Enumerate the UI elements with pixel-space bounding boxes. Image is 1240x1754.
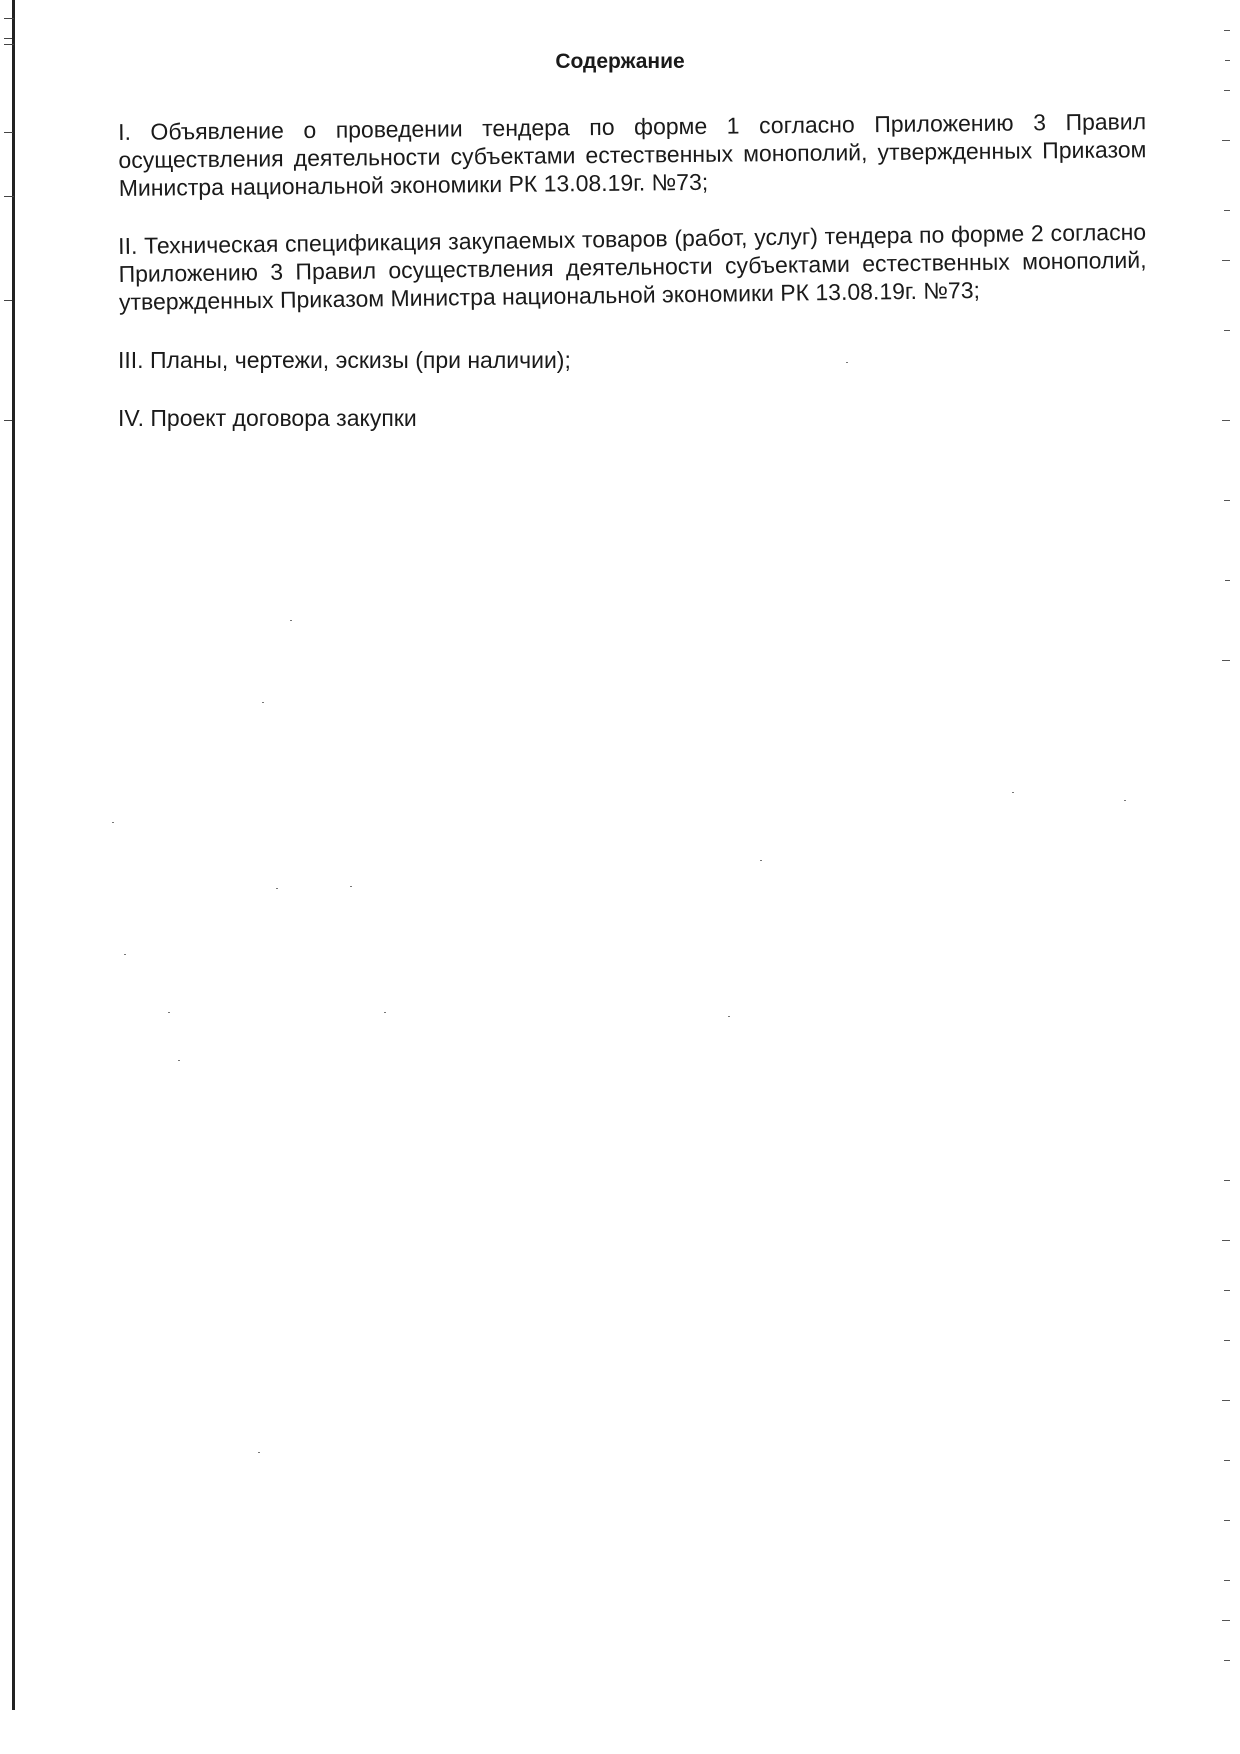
toc-item-1: I. Объявление о проведении тендера по форме 1 согласно Приложению 3 Правил осуществления деятельности субъектами естественных монополий, утвержденных Приказом Министра национальной экономики РК 13.08.19г. №73; xyxy=(118,108,1147,201)
toc-item-2: II. Техническая спецификация закупаемых товаров (работ, услуг) тендера по форме 2 согласно Приложению 3 Правил осуществления деятельности субъектами естественных монополий, утвержденных Приказом Министра национальной экономики РК 13.08.19г. №73; xyxy=(118,218,1147,315)
table-of-contents xyxy=(118,108,1147,462)
toc-item-4: IV. Проект договора закупки xyxy=(118,405,417,431)
scan-edge-line xyxy=(12,0,15,1710)
page-title: Содержание xyxy=(555,50,685,73)
toc-item-3: III. Планы, чертежи, эскизы (при наличии); xyxy=(118,347,571,373)
